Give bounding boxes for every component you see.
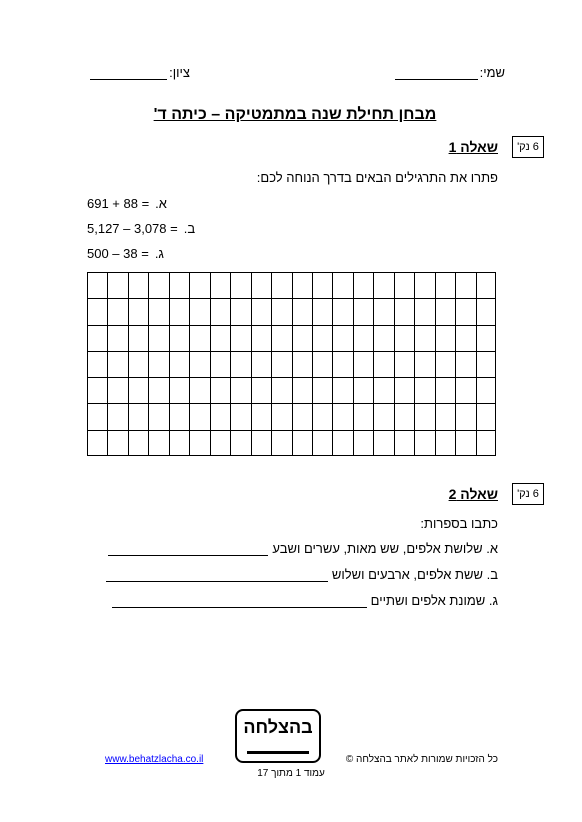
q2-points-box: 6 נק' — [512, 483, 544, 505]
q1-exercise-expr: 691 + 88 = — [87, 196, 150, 211]
logo-text: בהצלחה — [243, 717, 313, 737]
q1-title: שאלה 1 — [448, 139, 498, 155]
q1-instruction: פתרו את התרגילים הבאים בדרך הנוחה לכם: — [256, 170, 498, 185]
logo-bar — [247, 751, 309, 754]
q2-item-text: ב. ששת אלפים, ארבעים ושלוש — [331, 567, 498, 582]
q1-exercise-c — [87, 246, 164, 261]
q1-exercise-b — [87, 221, 195, 236]
work-grid[interactable] — [87, 272, 496, 456]
q1-exercise-expr: 500 – 38 = — [87, 246, 149, 261]
q2-answer-line-c[interactable] — [112, 595, 367, 608]
q2-answer-line-a[interactable] — [108, 543, 268, 556]
q2-answer-line-b[interactable] — [106, 569, 328, 582]
q2-item-b — [106, 564, 498, 582]
grade-underline[interactable] — [90, 67, 167, 80]
grade-field[interactable] — [90, 62, 190, 80]
page-title: מבחן תחילת שנה במתמטיקה – כיתה ד' — [153, 106, 437, 123]
footer-website-link[interactable]: www.behatzlacha.co.il — [105, 754, 204, 765]
footer-page-number: עמוד 1 מתוך 17 — [257, 768, 325, 779]
name-underline[interactable] — [395, 67, 478, 80]
q1-exercise-letter: ב. — [183, 221, 196, 236]
behatzlacha-logo — [235, 709, 321, 763]
grade-label: ציון: — [169, 65, 190, 80]
q1-points-box: 6 נק' — [512, 136, 544, 158]
q1-exercise-letter: ג. — [154, 246, 164, 261]
q1-exercise-expr: 5,127 – 3,078 = — [87, 221, 178, 236]
q1-exercise-letter: א. — [155, 196, 167, 211]
q2-item-text: א. שלושת אלפים, שש מאות, עשרים ושבע — [272, 541, 498, 556]
q2-item-a — [108, 538, 498, 556]
q2-instruction: כתבו בספרות: — [420, 516, 498, 531]
footer-copyright: כל הזכויות שמורות לאתר בהצלחה © — [345, 754, 498, 765]
name-field[interactable] — [395, 62, 505, 80]
q2-item-text: ג. שמונת אלפים ושתיים — [370, 593, 498, 608]
q2-item-c — [112, 590, 498, 608]
q1-exercise-a — [87, 196, 167, 211]
q2-title: שאלה 2 — [448, 486, 498, 502]
name-label: שמי: — [479, 65, 505, 80]
